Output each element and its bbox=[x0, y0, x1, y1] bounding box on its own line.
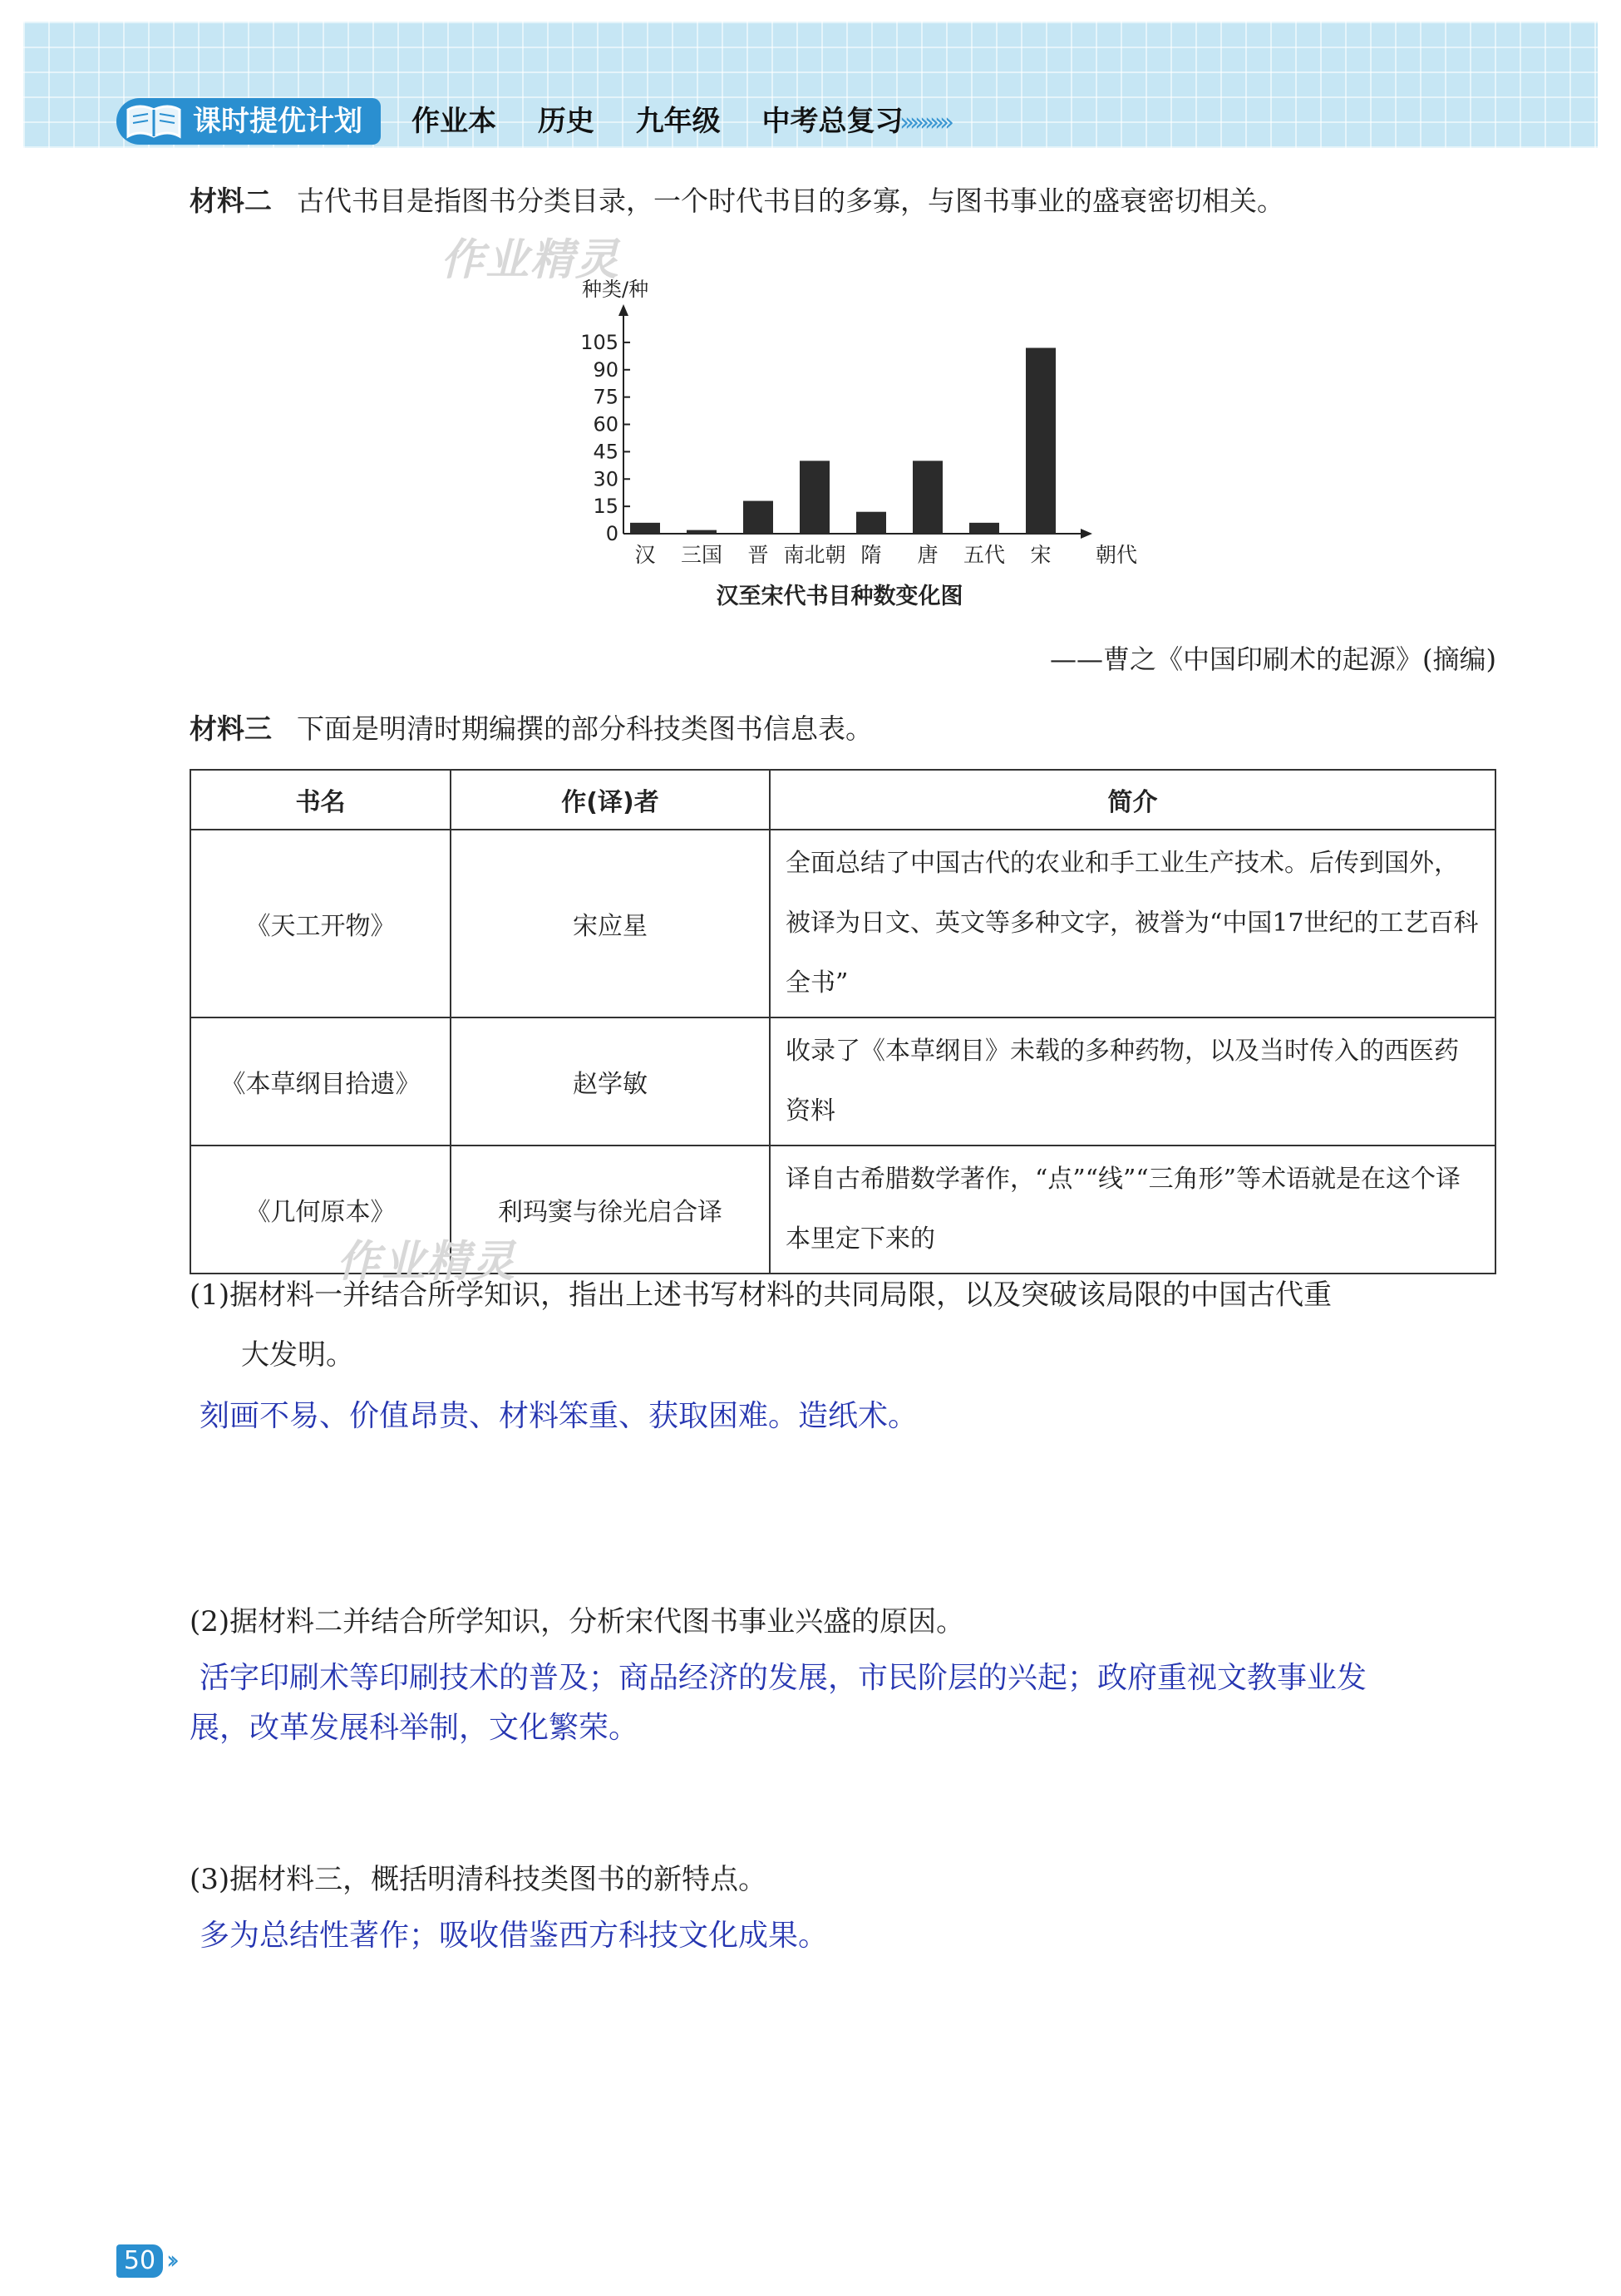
material2-paragraph bbox=[190, 181, 1284, 221]
answer-3: 多为总结性著作；吸收借鉴西方科技文化成果。 bbox=[200, 1919, 829, 1953]
book-author: 利玛窦与徐光启合译 bbox=[451, 1146, 770, 1274]
y-tick-label: 15 bbox=[593, 495, 618, 519]
book-name: 《本草纲目拾遗》 bbox=[190, 1017, 451, 1146]
x-tick-label: 汉 bbox=[634, 543, 656, 567]
book-intro: 译自古希腊数学著作，“点”“线”“三角形”等术语就是在这个译本里定下来的 bbox=[770, 1146, 1495, 1274]
book-author: 宋应星 bbox=[451, 830, 770, 1017]
bar bbox=[856, 512, 886, 534]
book-name: 《天工开物》 bbox=[190, 830, 451, 1017]
table-row bbox=[190, 830, 1495, 1017]
bar-chart bbox=[524, 274, 1155, 574]
material2-label: 材料二 bbox=[190, 185, 272, 217]
table-header-row bbox=[190, 770, 1495, 830]
bar bbox=[800, 461, 830, 534]
material3-label: 材料三 bbox=[190, 712, 272, 745]
x-tick-label: 晋 bbox=[747, 543, 769, 567]
x-tick-label: 五代 bbox=[963, 543, 1006, 567]
bar bbox=[743, 501, 773, 534]
book-author: 赵学敏 bbox=[451, 1017, 770, 1146]
watermark: 作业精灵 bbox=[441, 235, 621, 285]
x-axis-arrow-icon bbox=[1081, 529, 1092, 539]
header-chevrons-icon: ›››››››››› bbox=[899, 108, 949, 137]
grade: 九年级 bbox=[635, 105, 721, 138]
material3-text: 下面是明清时期编撰的部分科技类图书信息表。 bbox=[297, 712, 873, 745]
y-tick-label: 60 bbox=[593, 412, 618, 436]
bar bbox=[687, 530, 717, 534]
y-tick-label: 105 bbox=[580, 330, 618, 354]
question-1-line2: 大发明。 bbox=[241, 1338, 354, 1372]
material3-paragraph bbox=[190, 709, 873, 749]
answer-2-line2: 展，改革发展科举制，文化繁荣。 bbox=[190, 1711, 639, 1745]
book-name: 《几何原本》 bbox=[190, 1146, 451, 1274]
book-intro: 全面总结了中国古代的农业和手工业生产技术。后传到国外，被译为日文、英文等多种文字，被誉为“中国17世纪的工艺百科全书” bbox=[770, 830, 1495, 1017]
y-axis-label: 种类/种 bbox=[582, 278, 649, 301]
header-author: 作(译)者 bbox=[451, 770, 770, 830]
table-row bbox=[190, 1017, 1495, 1146]
x-tick-label: 三国 bbox=[680, 543, 723, 567]
y-axis-arrow-icon bbox=[618, 304, 628, 316]
brand-badge bbox=[116, 98, 381, 145]
open-book-icon bbox=[125, 101, 183, 141]
material2-source: ——曹之《中国印刷术的起源》(摘编) bbox=[1050, 643, 1496, 675]
brand-title: 课时提优计划 bbox=[193, 105, 362, 138]
series: 中考总复习 bbox=[761, 105, 904, 138]
bar bbox=[969, 523, 999, 534]
chart-title: 汉至宋代书目种数变化图 bbox=[716, 584, 963, 609]
material2-text: 古代书目是指图书分类目录，一个时代书目的多寡，与图书事业的盛衰密切相关。 bbox=[297, 185, 1284, 217]
info-table bbox=[190, 769, 1496, 1274]
header-info bbox=[411, 98, 935, 145]
bar bbox=[1026, 347, 1056, 534]
x-tick-label: 唐 bbox=[917, 543, 939, 567]
header-book-name: 书名 bbox=[190, 770, 451, 830]
bar bbox=[913, 461, 943, 534]
question-1-line1: (1)据材料一并结合所学知识，指出上述书写材料的共同局限，以及突破该局限的中国古代重 bbox=[190, 1279, 1333, 1312]
header-intro: 简介 bbox=[770, 770, 1495, 830]
answer-1: 刻画不易、价值昂贵、材料笨重、获取困难。造纸术。 bbox=[200, 1399, 919, 1433]
question-3: (3)据材料三，概括明清科技类图书的新特点。 bbox=[190, 1863, 767, 1896]
book-intro: 收录了《本草纲目》未载的多种药物，以及当时传入的西医药资料 bbox=[770, 1017, 1495, 1146]
page-number: 50 bbox=[116, 2244, 163, 2278]
y-tick-label: 0 bbox=[605, 522, 618, 545]
y-tick-label: 30 bbox=[593, 467, 618, 491]
y-tick-label: 45 bbox=[593, 440, 618, 464]
x-tick-label: 隋 bbox=[860, 543, 882, 567]
y-tick-label: 90 bbox=[593, 357, 618, 382]
x-tick-label: 宋 bbox=[1030, 543, 1052, 567]
answer-2-line1: 活字印刷术等印刷技术的普及；商品经济的发展，市民阶层的兴起；政府重视文教事业发 bbox=[200, 1661, 1367, 1695]
bar bbox=[630, 523, 660, 534]
watermark: 作业精灵 bbox=[337, 1237, 517, 1287]
page-chevron-icon: ›› bbox=[166, 2246, 173, 2275]
subject: 历史 bbox=[537, 105, 594, 138]
question-2: (2)据材料二并结合所学知识，分析宋代图书事业兴盛的原因。 bbox=[190, 1605, 965, 1638]
y-tick-label: 75 bbox=[593, 385, 618, 409]
x-axis-label: 朝代 bbox=[1096, 543, 1138, 567]
book-type: 作业本 bbox=[411, 105, 496, 138]
x-tick-label: 南北朝 bbox=[783, 543, 846, 567]
